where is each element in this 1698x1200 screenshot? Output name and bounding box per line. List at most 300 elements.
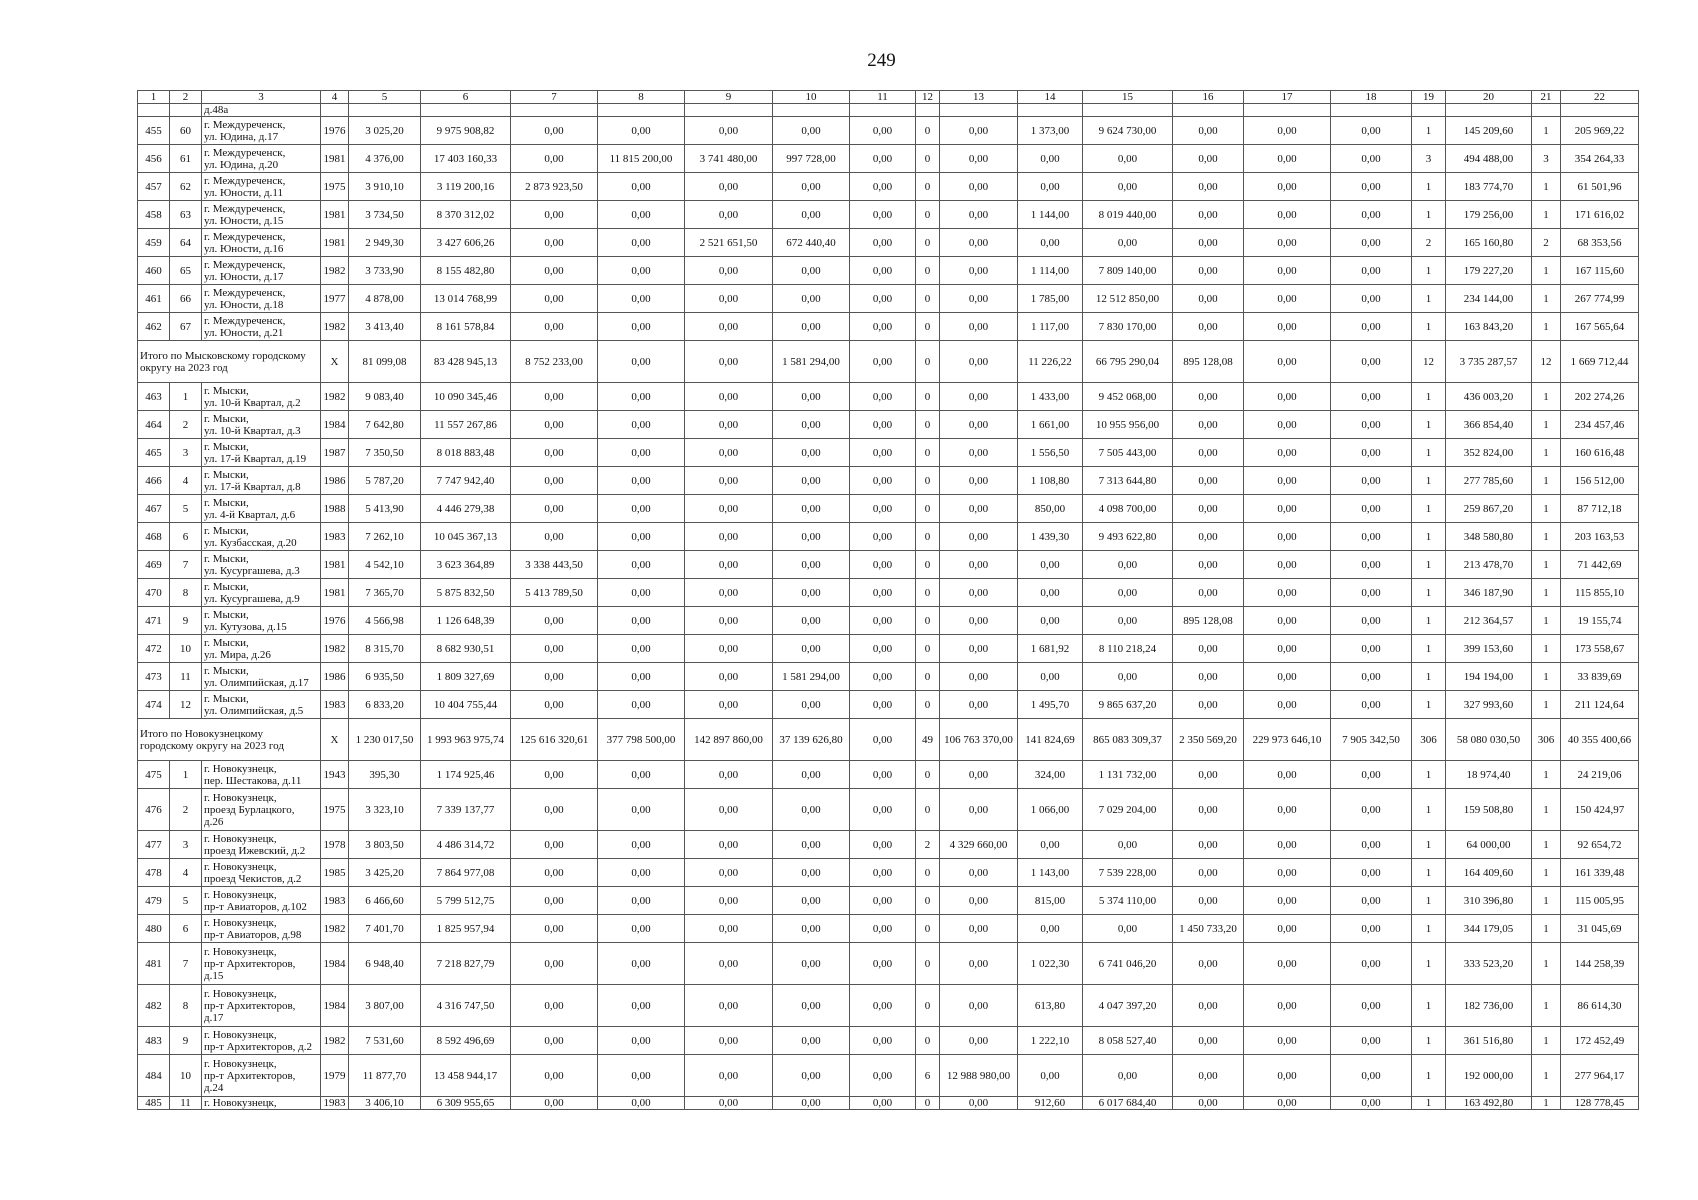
table-cell: 0 xyxy=(916,887,940,915)
table-cell: 0 xyxy=(916,313,940,341)
address-cell: г. Новокузнецк, пр-т Авиаторов, д.98 xyxy=(202,915,321,943)
table-cell: 0,00 xyxy=(511,985,598,1027)
table-cell: 150 424,97 xyxy=(1561,789,1639,831)
table-row xyxy=(138,257,1639,285)
table-cell: 0,00 xyxy=(1244,173,1331,201)
table-cell: 1 993 963 975,74 xyxy=(421,719,511,761)
table-cell: 1 xyxy=(1412,985,1446,1027)
table-cell: 0,00 xyxy=(1331,1097,1412,1110)
table-cell: 4 047 397,20 xyxy=(1083,985,1173,1027)
table-cell: 8 682 930,51 xyxy=(421,635,511,663)
table-row xyxy=(138,467,1639,495)
table-cell: 0,00 xyxy=(773,495,850,523)
table-cell: 3 406,10 xyxy=(349,1097,421,1110)
table-cell: 0,00 xyxy=(1083,1055,1173,1097)
table-cell: 344 179,05 xyxy=(1446,915,1532,943)
table-cell: 0,00 xyxy=(940,313,1018,341)
table-cell: 1 xyxy=(1412,831,1446,859)
address-cell: г. Междуреченск, ул. Юдина, д.17 xyxy=(202,117,321,145)
table-cell: 40 355 400,66 xyxy=(1561,719,1639,761)
table-cell: 3 413,40 xyxy=(349,313,421,341)
table-cell: 366 854,40 xyxy=(1446,411,1532,439)
table-cell: 0,00 xyxy=(511,257,598,285)
table-cell: 9 083,40 xyxy=(349,383,421,411)
table-cell: 1979 xyxy=(321,1055,349,1097)
column-header: 13 xyxy=(940,91,1018,104)
address-cell: г. Мыски, ул. Кутузова, д.15 xyxy=(202,607,321,635)
table-cell: 8 110 218,24 xyxy=(1083,635,1173,663)
table-cell: 0,00 xyxy=(1331,943,1412,985)
table-cell: 0,00 xyxy=(1173,467,1244,495)
table-cell: 0 xyxy=(916,789,940,831)
address-cell: г. Междуреченск, ул. Юности, д.17 xyxy=(202,257,321,285)
table-cell: 0,00 xyxy=(1083,607,1173,635)
table-cell: 0,00 xyxy=(773,257,850,285)
table-cell: 895 128,08 xyxy=(1173,607,1244,635)
table-cell: 0,00 xyxy=(850,985,916,1027)
table-cell: 144 258,39 xyxy=(1561,943,1639,985)
table-cell: 1 xyxy=(1532,467,1561,495)
table-cell: 7 539 228,00 xyxy=(1083,859,1173,887)
address-cell: г. Новокузнецк, пр-т Архитекторов, д.15 xyxy=(202,943,321,985)
table-cell: 0 xyxy=(916,635,940,663)
table-cell: 0,00 xyxy=(685,859,773,887)
table-cell: 0,00 xyxy=(940,635,1018,663)
table-cell: 0,00 xyxy=(511,789,598,831)
table-cell: 1982 xyxy=(321,1027,349,1055)
table-cell: 0,00 xyxy=(1083,229,1173,257)
table-cell: 4 xyxy=(170,859,202,887)
table-cell: 1 xyxy=(1412,761,1446,789)
table-cell: 0,00 xyxy=(598,523,685,551)
table-cell: 33 839,69 xyxy=(1561,663,1639,691)
table-cell: 4 098 700,00 xyxy=(1083,495,1173,523)
table-cell xyxy=(1173,104,1244,117)
table-cell: 1 114,00 xyxy=(1018,257,1083,285)
table-cell: 7 029 204,00 xyxy=(1083,789,1173,831)
table-cell: 0,00 xyxy=(850,257,916,285)
table-cell: 13 458 944,17 xyxy=(421,1055,511,1097)
table-cell: 179 227,20 xyxy=(1446,257,1532,285)
table-cell: 66 795 290,04 xyxy=(1083,341,1173,383)
table-cell: 1976 xyxy=(321,607,349,635)
table-cell xyxy=(421,104,511,117)
table-cell xyxy=(1244,104,1331,117)
table-row xyxy=(138,201,1639,229)
table-cell: 0,00 xyxy=(1018,1055,1083,1097)
table-cell: 1 xyxy=(1412,1055,1446,1097)
table-cell: 7 262,10 xyxy=(349,523,421,551)
table-cell: 0,00 xyxy=(598,201,685,229)
table-cell: 1 xyxy=(1412,887,1446,915)
table-cell: 0,00 xyxy=(1244,411,1331,439)
table-cell: 0,00 xyxy=(685,691,773,719)
table-cell: 0,00 xyxy=(940,663,1018,691)
table-cell: 1 809 327,69 xyxy=(421,663,511,691)
table-row xyxy=(138,635,1639,663)
table-cell: 377 798 500,00 xyxy=(598,719,685,761)
table-cell: 4 xyxy=(170,467,202,495)
address-cell: д.48а xyxy=(202,104,321,117)
table-cell: 1981 xyxy=(321,201,349,229)
table-cell: 0,00 xyxy=(1244,607,1331,635)
table-cell: 0,00 xyxy=(1244,579,1331,607)
table-cell: 0,00 xyxy=(1244,229,1331,257)
table-cell: 0,00 xyxy=(1244,1097,1331,1110)
table-cell: 0,00 xyxy=(1244,859,1331,887)
address-cell: г. Междуреченск, ул. Юности, д.11 xyxy=(202,173,321,201)
table-cell: 0,00 xyxy=(1173,383,1244,411)
table-cell: 0,00 xyxy=(1331,341,1412,383)
table-cell: 0,00 xyxy=(940,495,1018,523)
table-cell: 0,00 xyxy=(598,761,685,789)
table-cell: 0,00 xyxy=(773,691,850,719)
address-cell: г. Новокузнецк, проезд Ижевский, д.2 xyxy=(202,831,321,859)
table-cell: 0 xyxy=(916,943,940,985)
table-cell: 467 xyxy=(138,495,170,523)
address-cell: г. Новокузнецк, пр-т Авиаторов, д.102 xyxy=(202,887,321,915)
table-cell: 0,00 xyxy=(685,551,773,579)
table-cell: 64 000,00 xyxy=(1446,831,1532,859)
table-cell: 0,00 xyxy=(1244,467,1331,495)
table-cell: 0,00 xyxy=(1173,887,1244,915)
table-cell: 1 xyxy=(1412,495,1446,523)
table-cell: 0,00 xyxy=(1173,257,1244,285)
table-cell: 0,00 xyxy=(511,383,598,411)
table-cell: 0,00 xyxy=(598,173,685,201)
column-header: 6 xyxy=(421,91,511,104)
table-cell: 1 xyxy=(1412,635,1446,663)
table-cell: 0,00 xyxy=(1173,831,1244,859)
table-cell: 1987 xyxy=(321,439,349,467)
table-cell: 172 452,49 xyxy=(1561,1027,1639,1055)
table-cell: 0,00 xyxy=(511,411,598,439)
table-cell: 5 875 832,50 xyxy=(421,579,511,607)
table-cell: 159 508,80 xyxy=(1446,789,1532,831)
table-cell: 0,00 xyxy=(940,173,1018,201)
table-cell: 0,00 xyxy=(598,285,685,313)
table-cell: 0,00 xyxy=(850,887,916,915)
address-cell: г. Новокузнецк, проезд Бурлацкого, д.26 xyxy=(202,789,321,831)
table-cell: 0 xyxy=(916,579,940,607)
table-cell: 3 323,10 xyxy=(349,789,421,831)
table-cell: 229 973 646,10 xyxy=(1244,719,1331,761)
table-row xyxy=(138,887,1639,915)
page-number: 249 xyxy=(867,50,896,71)
table-cell: 0,00 xyxy=(1331,411,1412,439)
address-cell: г. Новокузнецк, проезд Чекистов, д.2 xyxy=(202,859,321,887)
table-cell: 0,00 xyxy=(940,411,1018,439)
table-cell xyxy=(1018,104,1083,117)
column-header: 5 xyxy=(349,91,421,104)
table-cell: 5 374 110,00 xyxy=(1083,887,1173,915)
table-cell: 0,00 xyxy=(1173,1055,1244,1097)
table-cell: 1 xyxy=(1532,985,1561,1027)
table-cell: 0,00 xyxy=(685,201,773,229)
table-cell: 0,00 xyxy=(511,691,598,719)
table-cell: 12 xyxy=(1412,341,1446,383)
table-cell: 310 396,80 xyxy=(1446,887,1532,915)
table-cell: 0,00 xyxy=(940,915,1018,943)
column-numbers-row xyxy=(138,91,1639,104)
table-cell: 2 350 569,20 xyxy=(1173,719,1244,761)
table-cell: 469 xyxy=(138,551,170,579)
table-cell: 0,00 xyxy=(1331,579,1412,607)
table-cell: 165 160,80 xyxy=(1446,229,1532,257)
table-cell xyxy=(1412,104,1446,117)
table-cell: 6 948,40 xyxy=(349,943,421,985)
table-cell: 468 xyxy=(138,523,170,551)
table-cell: 0,00 xyxy=(1173,117,1244,145)
table-cell: 1984 xyxy=(321,411,349,439)
table-cell: 865 083 309,37 xyxy=(1083,719,1173,761)
table-cell: 6 935,50 xyxy=(349,663,421,691)
table-cell: 0,00 xyxy=(598,1097,685,1110)
table-cell: 0,00 xyxy=(940,887,1018,915)
table-cell: 3 427 606,26 xyxy=(421,229,511,257)
table-cell: 0,00 xyxy=(598,411,685,439)
table-cell: 0,00 xyxy=(940,985,1018,1027)
table-cell: 0,00 xyxy=(685,635,773,663)
table-cell: 0,00 xyxy=(598,607,685,635)
table-cell: 0,00 xyxy=(685,117,773,145)
table-cell: 7 809 140,00 xyxy=(1083,257,1173,285)
address-cell: г. Мыски, ул. Олимпийская, д.5 xyxy=(202,691,321,719)
table-cell: 0 xyxy=(916,915,940,943)
table-cell: 478 xyxy=(138,859,170,887)
table-cell: 1 581 294,00 xyxy=(773,341,850,383)
table-cell: 1 xyxy=(1532,285,1561,313)
column-header: 21 xyxy=(1532,91,1561,104)
table-cell: 1 xyxy=(170,761,202,789)
table-cell: 1 450 733,20 xyxy=(1173,915,1244,943)
table-cell: 0,00 xyxy=(685,341,773,383)
table-cell: 7 864 977,08 xyxy=(421,859,511,887)
table-cell: 156 512,00 xyxy=(1561,467,1639,495)
table-cell: 0,00 xyxy=(598,229,685,257)
table-cell: 1 433,00 xyxy=(1018,383,1083,411)
table-cell: 9 452 068,00 xyxy=(1083,383,1173,411)
table-cell: 0,00 xyxy=(1018,663,1083,691)
column-header: 16 xyxy=(1173,91,1244,104)
table-cell: 1981 xyxy=(321,579,349,607)
table-cell: 3 735 287,57 xyxy=(1446,341,1532,383)
table-cell: 1 xyxy=(1412,859,1446,887)
table-cell: 1981 xyxy=(321,145,349,173)
table-cell: 0,00 xyxy=(1173,1097,1244,1110)
table-cell: 0,00 xyxy=(598,985,685,1027)
table-cell: 0,00 xyxy=(1173,761,1244,789)
table-cell: 0,00 xyxy=(1331,635,1412,663)
table-cell: 7 905 342,50 xyxy=(1331,719,1412,761)
table-cell: 2 521 651,50 xyxy=(685,229,773,257)
table-cell: 0,00 xyxy=(598,887,685,915)
table-cell: 0,00 xyxy=(1331,495,1412,523)
table-cell: 0,00 xyxy=(1331,257,1412,285)
table-cell xyxy=(773,104,850,117)
table-cell: 1 xyxy=(1532,831,1561,859)
table-cell: 0,00 xyxy=(850,943,916,985)
table-cell: 1 xyxy=(1532,439,1561,467)
table-cell: 0,00 xyxy=(598,467,685,495)
table-cell: 456 xyxy=(138,145,170,173)
table-cell: 0,00 xyxy=(685,495,773,523)
table-cell: 0,00 xyxy=(1173,439,1244,467)
table-cell: 0,00 xyxy=(1331,985,1412,1027)
table-cell: 3 623 364,89 xyxy=(421,551,511,579)
table-cell: 6 309 955,65 xyxy=(421,1097,511,1110)
table-cell: 463 xyxy=(138,383,170,411)
table-cell: 0,00 xyxy=(511,663,598,691)
table-cell: 1982 xyxy=(321,635,349,663)
table-cell: 352 824,00 xyxy=(1446,439,1532,467)
table-cell: 0,00 xyxy=(598,943,685,985)
table-cell: 0 xyxy=(916,761,940,789)
table-cell: 0,00 xyxy=(1173,313,1244,341)
table-cell: 0,00 xyxy=(1244,383,1331,411)
table-row xyxy=(138,943,1639,985)
table-cell: 6 017 684,40 xyxy=(1083,1097,1173,1110)
table-cell: 436 003,20 xyxy=(1446,383,1532,411)
table-cell: 480 xyxy=(138,915,170,943)
table-cell: 0,00 xyxy=(598,579,685,607)
table-cell: 1984 xyxy=(321,943,349,985)
table-cell: 1 xyxy=(1412,285,1446,313)
table-cell: 0,00 xyxy=(940,439,1018,467)
table-cell: 3 734,50 xyxy=(349,201,421,229)
table-cell: 1 xyxy=(1532,523,1561,551)
table-cell: 7 313 644,80 xyxy=(1083,467,1173,495)
table-cell: 0,00 xyxy=(598,1027,685,1055)
table-cell: 11 877,70 xyxy=(349,1055,421,1097)
table-cell: 1 xyxy=(1532,495,1561,523)
table-cell: 0,00 xyxy=(598,1055,685,1097)
table-cell: 0,00 xyxy=(1331,313,1412,341)
table-cell: 0,00 xyxy=(1244,117,1331,145)
table-cell: 483 xyxy=(138,1027,170,1055)
table-cell: 0 xyxy=(916,551,940,579)
column-header: 20 xyxy=(1446,91,1532,104)
table-cell: 0,00 xyxy=(1331,607,1412,635)
table-cell: 1 xyxy=(1532,257,1561,285)
table-cell: 1 xyxy=(1412,411,1446,439)
table-cell: 163 492,80 xyxy=(1446,1097,1532,1110)
table-cell: 0,00 xyxy=(511,1055,598,1097)
table-cell: 0,00 xyxy=(511,915,598,943)
table-cell: 1978 xyxy=(321,831,349,859)
table-cell: 0 xyxy=(916,985,940,1027)
table-cell: 18 974,40 xyxy=(1446,761,1532,789)
table-cell: 361 516,80 xyxy=(1446,1027,1532,1055)
table-cell: 0,00 xyxy=(598,915,685,943)
table-cell: 2 xyxy=(916,831,940,859)
table-cell: 10 404 755,44 xyxy=(421,691,511,719)
table-cell: 0,00 xyxy=(511,285,598,313)
table-cell: 0,00 xyxy=(1244,915,1331,943)
table-cell: 71 442,69 xyxy=(1561,551,1639,579)
table-cell: 0,00 xyxy=(850,467,916,495)
column-header: 12 xyxy=(916,91,940,104)
table-cell: 8 155 482,80 xyxy=(421,257,511,285)
table-cell: 1 xyxy=(1532,663,1561,691)
table-cell: 6 xyxy=(916,1055,940,1097)
table-cell: 0,00 xyxy=(1173,201,1244,229)
table-cell: 0,00 xyxy=(598,831,685,859)
table-cell xyxy=(940,104,1018,117)
table-cell: 0,00 xyxy=(598,663,685,691)
column-header: 3 xyxy=(202,91,321,104)
table-row xyxy=(138,173,1639,201)
table-cell: 0,00 xyxy=(511,117,598,145)
table-cell: 0,00 xyxy=(1331,691,1412,719)
table-cell: 0,00 xyxy=(773,313,850,341)
table-cell: 0,00 xyxy=(1173,173,1244,201)
table-cell: 0,00 xyxy=(940,761,1018,789)
table-cell: 58 080 030,50 xyxy=(1446,719,1532,761)
table-cell: 0,00 xyxy=(511,313,598,341)
table-cell: 62 xyxy=(170,173,202,201)
table-cell: 4 566,98 xyxy=(349,607,421,635)
table-cell xyxy=(349,104,421,117)
table-cell: 494 488,00 xyxy=(1446,145,1532,173)
table-cell xyxy=(138,104,170,117)
table-cell: 462 xyxy=(138,313,170,341)
table-cell: 0,00 xyxy=(685,789,773,831)
address-cell: г. Мыски, ул. 10-й Квартал, д.2 xyxy=(202,383,321,411)
table-cell xyxy=(916,104,940,117)
table-row xyxy=(138,663,1639,691)
table-cell: 161 339,48 xyxy=(1561,859,1639,887)
table-cell: 0,00 xyxy=(1173,691,1244,719)
table-cell: 12 512 850,00 xyxy=(1083,285,1173,313)
table-cell: 0,00 xyxy=(940,285,1018,313)
table-cell: 7 218 827,79 xyxy=(421,943,511,985)
table-cell: 1 xyxy=(1532,887,1561,915)
table-cell: 0,00 xyxy=(773,985,850,1027)
table-cell: 63 xyxy=(170,201,202,229)
table-cell: 61 xyxy=(170,145,202,173)
table-cell: 0 xyxy=(916,467,940,495)
table-cell: 0,00 xyxy=(598,383,685,411)
table-cell: 613,80 xyxy=(1018,985,1083,1027)
table-cell: 31 045,69 xyxy=(1561,915,1639,943)
table-cell: 0,00 xyxy=(850,1027,916,1055)
table-cell: 0,00 xyxy=(773,383,850,411)
table-cell: 1 xyxy=(1412,1027,1446,1055)
table-cell: 0,00 xyxy=(1173,495,1244,523)
table-cell: 0,00 xyxy=(1331,145,1412,173)
table-cell: 0 xyxy=(916,117,940,145)
table-cell: 0,00 xyxy=(850,789,916,831)
table-cell: 2 873 923,50 xyxy=(511,173,598,201)
table-cell: 0,00 xyxy=(1083,551,1173,579)
table-cell: 0,00 xyxy=(598,257,685,285)
table-row xyxy=(138,104,1639,117)
table-cell: 4 542,10 xyxy=(349,551,421,579)
column-header: 10 xyxy=(773,91,850,104)
table-cell: 2 xyxy=(1532,229,1561,257)
table-cell: 0,00 xyxy=(850,439,916,467)
table-cell: 0,00 xyxy=(685,1055,773,1097)
table-cell: 0,00 xyxy=(940,607,1018,635)
table-cell: 0,00 xyxy=(598,691,685,719)
table-cell: 0,00 xyxy=(1331,439,1412,467)
table-cell: 1981 xyxy=(321,229,349,257)
table-cell: 0,00 xyxy=(850,719,916,761)
table-cell: 0,00 xyxy=(940,201,1018,229)
table-cell: 1 xyxy=(1532,691,1561,719)
table-cell: 461 xyxy=(138,285,170,313)
